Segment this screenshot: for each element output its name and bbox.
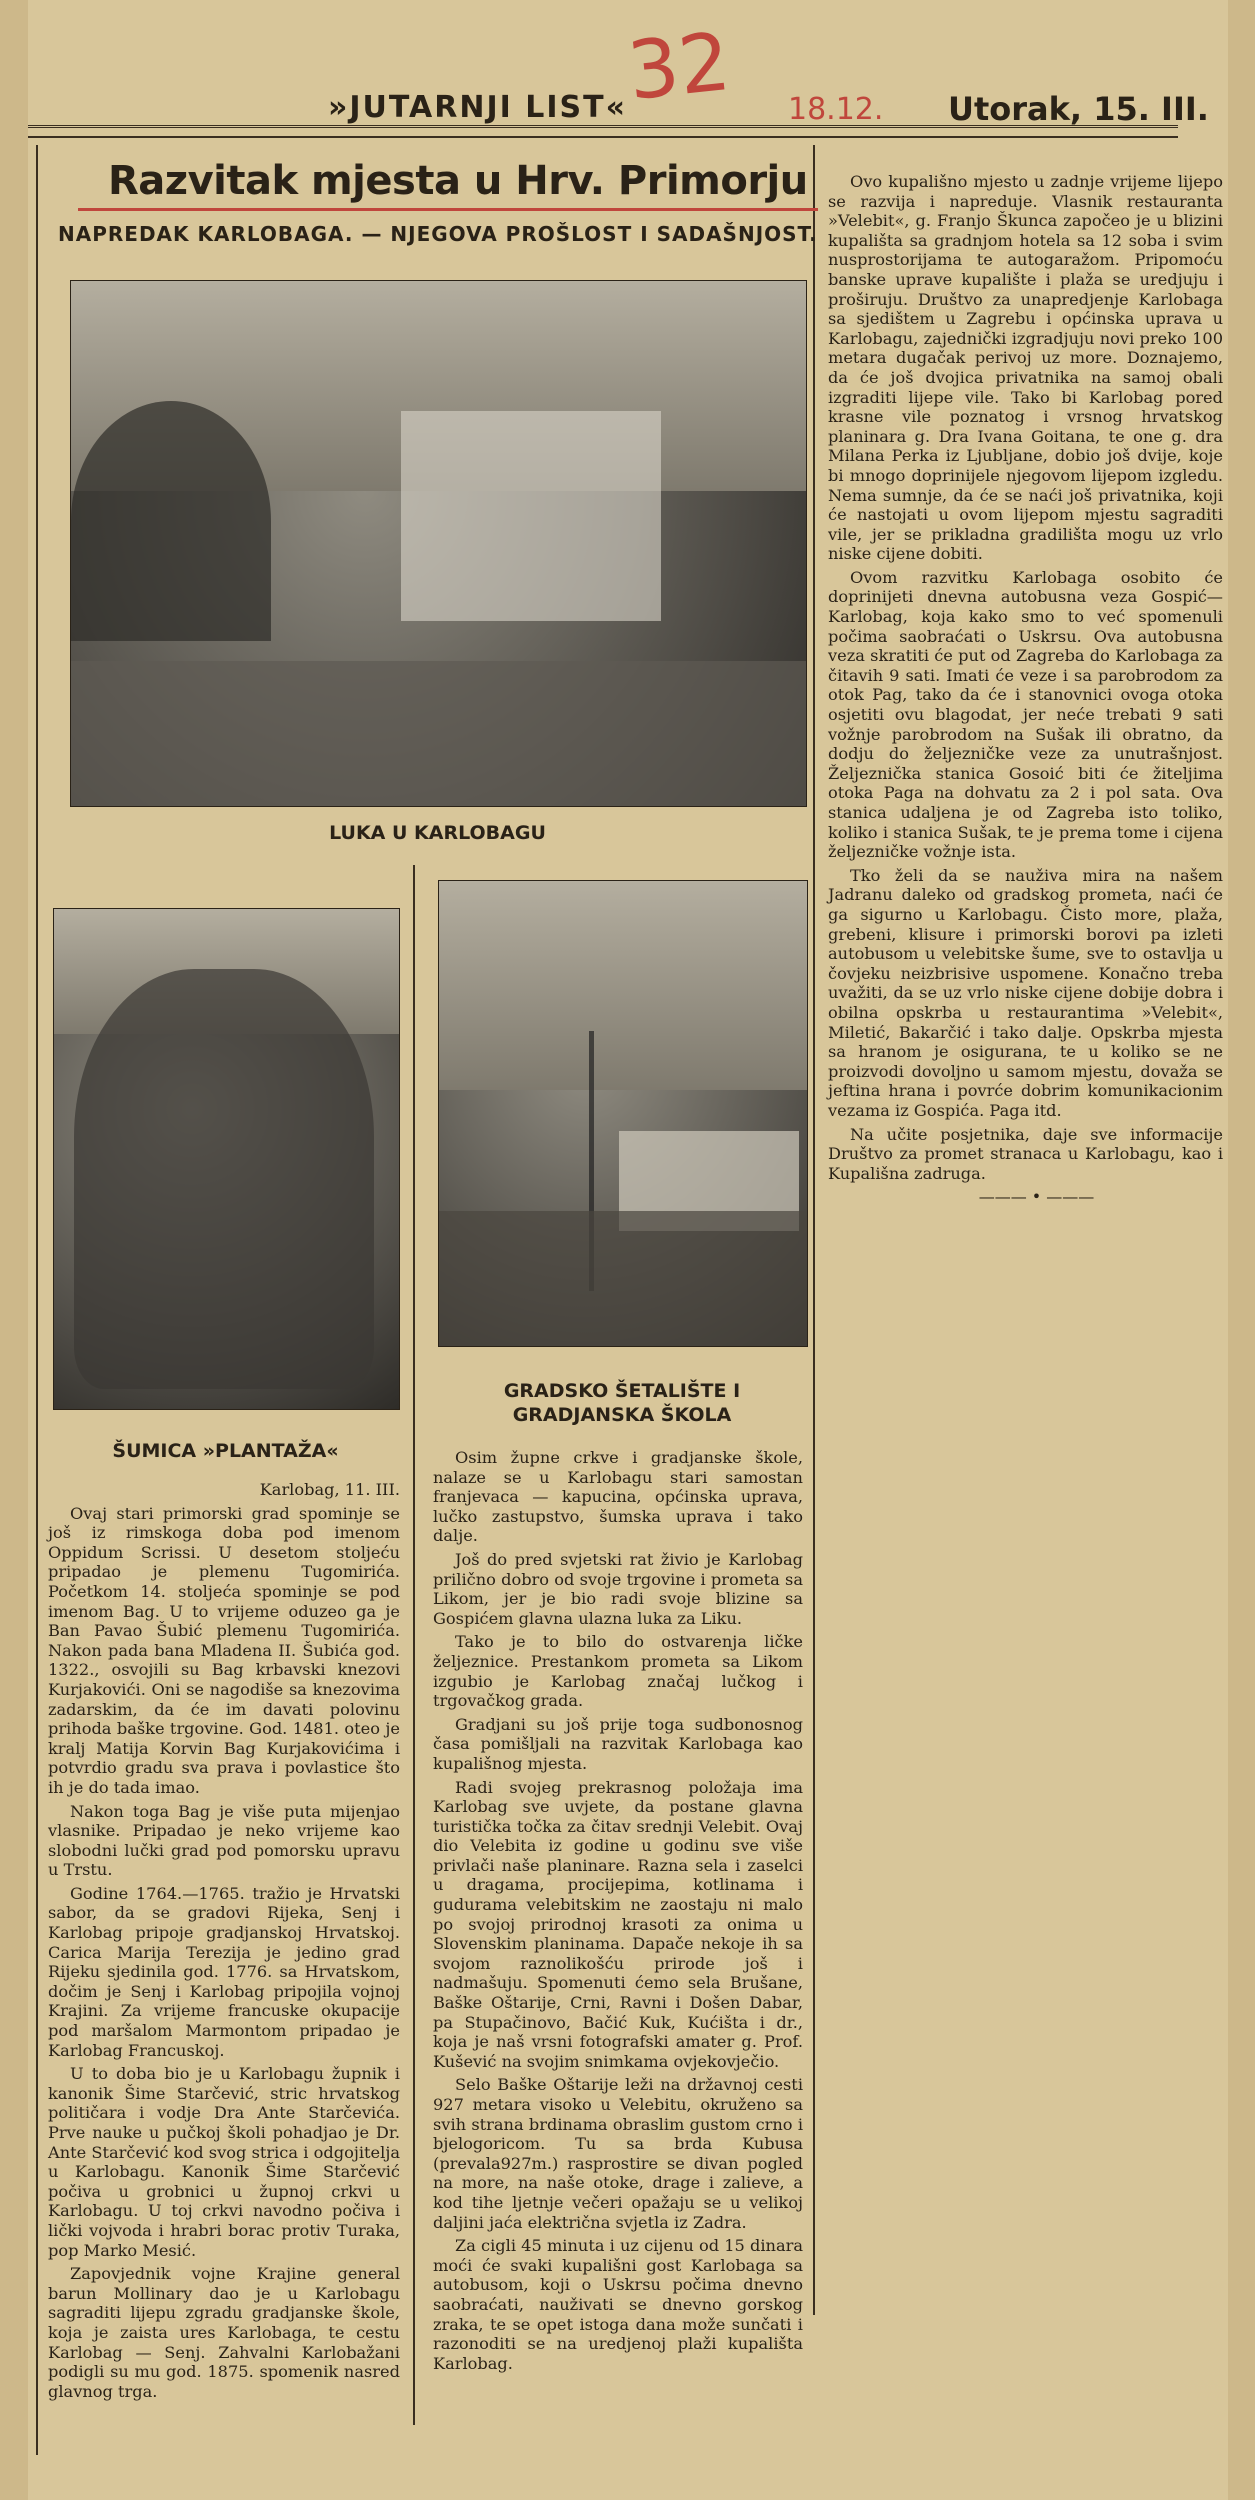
left-border-rule [36,145,38,2455]
harbor-caption: LUKA U KARLOBAGU [329,822,546,844]
paragraph: Još do pred svjetski rat živio je Karlobag prilično dobro od svoje trgovine i prometa sa Likom, jer je bio radi svoje blizine sa Gospićem glavna ulazna luka za Liku. [433,1549,803,1628]
school-photo [438,880,808,1347]
middle-column [433,1448,803,2377]
paragraph: Ovom razvitku Karlobaga osobito će doprinijeti dnevna autobusna veza Gospić—Karlobag, koja kako smo to već spomenuli počima saobraćati o Uskrsu. Ova autobusna veza skratiti će put od Zagreba do Karlobaga za čitavih 9 sati. Imati će veze i sa parobrodom za otok Pag, tako da će i stanovnici ovoga otoka osjetiti ovu blagodat, jer neće trebati 9 sati vožnje parobrodom na Sušak ili obratno, da dodju do željezničke veze za unutrašnjost. Željeznička stanica Gosoić biti će žiteljima otoka Paga na dohvatu za 2 i pol sata. Ova stanica udaljena je od Zagreba isto toliko, koliko i stanica Sušak, te je prema tome i cijena željezničke vožnje ista. [828,567,1223,862]
paragraph: Ovaj stari primorski grad spominje se još iz rimskoga doba pod imenom Oppidum Scrissi. U desetom stoljeću pripadao je plemenu Tugomirića. Početkom 14. stoljeća spominje se pod imenom Bag. U to vrijeme oduzeo ga je Ban Pavao Šubić plemenu Tugomirića. Nakon pada bana Mladena II. Šubića god. 1322., osvojili su Bag krbavski knezovi Kurjakovići. Oni se nagodiše sa knezovima zadarskim, da će im davati polovinu prihoda baške trgovine. God. 1481. oteo je kralj Matija Korvin Bag Kurjakovićima i potvrdio gradu sva prava i povlastice što ih je do tada imao. [48,1503,400,1797]
school-caption: GRADSKO ŠETALIŠTE I GRADJANSKA ŠKOLA [503,1380,741,1426]
paragraph: Na učite posjetnika, daje sve informacije Društvo za promet stranaca u Karlobagu, kao i Kupališna zadruga. [828,1124,1223,1183]
grove-caption: ŠUMICA »PLANTAŽA« [112,1440,339,1462]
right-column-rule [813,145,815,2315]
paragraph: Osim župne crkve i gradjanske škole, nalaze se u Karlobagu stari samostan franjevaca — kapucina, općinska uprava, lučko zastupstvo, šumska uprava i tako dalje. [433,1448,803,1546]
handwritten-page-number: 32 [623,14,735,119]
grove-photo [53,908,400,1410]
paragraph: Selo Baške Oštarije leži na državnoj cesti 927 metara visoko u Velebitu, okruženo sa svih strana brdinama obraslim gustom crno i bjelogoricom. Tu sa brda Kubusa (prevala927m.) rasprostire se divan pogled na more, na naše otoke, drage i zalieve, a kod tihe ljetnje večeri opažaju se u velikoj daljini jaća električna svjetla iz Zadra. [433,2075,803,2232]
newspaper-name: »JUTARNJI LIST« [328,90,627,125]
harbor-photo [70,280,807,807]
paragraph: U to doba bio je u Karlobagu župnik i kanonik Šime Starčević, stric hrvatskog političara i vodje Dra Ante Starčevića. Prve nauke u pučkoj školi pohadjao je Dr. Ante Starčević kod svog strica i odgojitelja u Karlobagu. Kanonik Šime Starčević počiva u grobnici u župnoj crkvi u Karlobagu. U toj crkvi navodno počiva i lički vojvoda i hrabri borac protiv Turaka, pop Marko Mesić. [48,2064,400,2260]
middle-column-rule [413,865,415,2425]
paragraph: Zapovjednik vojne Krajine general barun Mollinary dao je u Karlobagu sagraditi lijepu zgradu gradjanske škole, koja je zaista ures Karlobaga, te cestu Karlobag — Senj. Zahvalni Karlobažani podigli su mu god. 1875. spomenik nasred glavnog trga. [48,2264,400,2401]
end-ornament: ——— • ——— [978,1187,1095,1207]
paragraph: Tako je to bilo do ostvarenja ličke željeznice. Prestankom prometa sa Likom izgubio je Karlobag značaj lučkog i trgovačkog grada. [433,1632,803,1711]
issue-date: Utorak, 15. III. [948,90,1209,128]
right-column [828,172,1223,1211]
newspaper-clipping [28,0,1228,2500]
article-subtitle: NAPREDAK KARLOBAGA. — NJEGOVA PROŠLOST I SADAŠNJOST. [58,222,818,246]
paragraph: Tko želi da se nauživa mira na našem Jadranu daleko od gradskog prometa, naći će ga sigurno u Karlobagu. Čisto more, plaža, grebeni, klisure i primorski borovi pa izleti autobusom u velebitske šume, sve to ostavlja u čovjeku neizbrisive uspomene. Konačno treba uvažiti, da se uz vrlo niske cijene dobije dobra i obilna opskrba u restaurantima »Velebit«, Miletić, Bakarčić i tako dalje. Opskrba mjesta sa hranom je osigurana, te u koliko se ne proizvodi dovoljno u samom mjestu, dovaža se jeftina hrana i povrće dobrim komunikacionim vezama iz Gospića. Paga itd. [828,865,1223,1120]
paragraph: Za cigli 45 minuta i uz cijenu od 15 dinara moći će svaki kupališni gost Karlobaga sa autobusom, koji o Uskrsu počima dnevno saobraćati, nauživati se dnevno gorskog zraka, te se opet istoga dana može sunčati i razonoditi se na uredjenoj plaži kupališta Karlobag. [433,2236,803,2373]
dateline: Karlobag, 11. III. [259,1480,400,1499]
masthead-rule [28,125,1178,138]
paragraph: Godine 1764.—1765. tražio je Hrvatski sabor, da se gradovi Rijeka, Senj i Karlobag pripoje gradjanskoj Hrvatskoj. Carica Marija Terezija je jedino grad Rijeku sjedinila god. 1776. sa Hrvatskom, dočim je Senj i Karlobag pripojila vojnoj Krajini. Za vrijeme francuske okupacije pod maršalom Marmontom pripadao je Karlobag Francuskoj. [48,1883,400,2060]
left-column [48,1480,400,2405]
title-underline [78,208,818,211]
article-title: Razvitak mjesta u Hrv. Primorju [108,158,808,204]
handwritten-date: 18.12. [788,92,884,127]
paragraph: Ovo kupališno mjesto u zadnje vrijeme lijepo se razvija i napreduje. Vlasnik restauranta »Velebit«, g. Franjo Škunca započeo je u blizini kupališta sa gradnjom hotela sa 12 soba i svim nusprostorijama te autogaražom. Pripomoću banske uprave kupalište i plaža se uredjuju i proširuju. Društvo za unapredjenje Karlobaga sa sjedištem u Zagrebu i općinska uprava u Karlobagu, zajednički izgradjuju novi preko 100 metara dugačak perivoj uz more. Doznajemo, da će još dvojica privatnika na samoj obali izgraditi lijepe vile. Tako bi Karlobag pored krasne vile poznatog i vrsnog hrvatskog planinara g. Dra Ivana Goitana, te one g. dra Milana Perka iz Ljubljane, dobio još dvije, koje bi mnogo doprinijele njegovom lijepom izgledu. Nema sumnje, da će se naći još privatnika, koji će nastojati u ovom lijepom mjestu sagraditi vile, jer se prikladna gradilišta mogu uz vrlo niske cijene dobiti. [828,172,1223,564]
paragraph: Gradjani su još prije toga sudbonosnog časa pomišljali na razvitak Karlobaga kao kupališnog mjesta. [433,1714,803,1773]
paragraph: Nakon toga Bag je više puta mijenjao vlasnike. Pripadao je neko vrijeme kao slobodni lučki grad pod pomorsku upravu u Trstu. [48,1801,400,1880]
paragraph: Radi svojeg prekrasnog položaja ima Karlobag sve uvjete, da postane glavna turistička točka za čitav srednji Velebit. Ovaj dio Velebita iz godine u godinu sve više privlači naše planinare. Razna sela i zaselci u dragama, procijepima, kotlinama i gudurama velebitskim ne zaostaju ni malo po svojoj prirodnoj krasoti za onima u Slovenskim planinama. Dapače nekoje ih sa svojom raznolikošću prirode još i nadmašuju. Spomenuti ćemo sela Brušane, Baške Oštarije, Crni, Ravni i Došen Dabar, pa Stupačinovo, Bačić Kuk, Kućišta i dr., koja je naš vrsni fotografski amater g. Prof. Kušević na svojim snimkama ovjekovječio. [433,1777,803,2071]
